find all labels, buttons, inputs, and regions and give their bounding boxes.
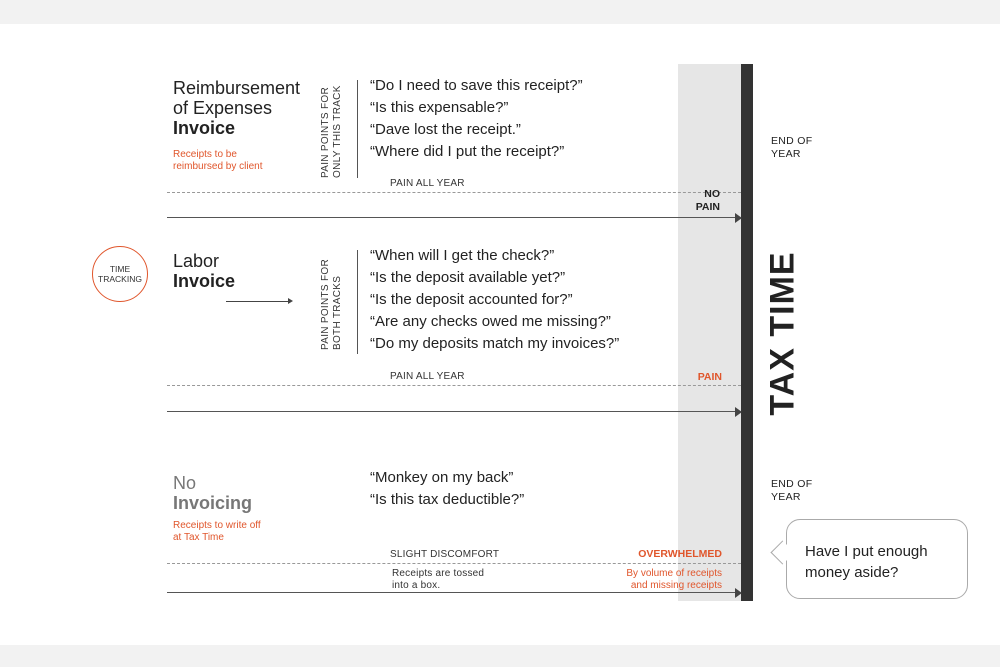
bubble-line1: Have I put enough	[805, 543, 928, 560]
quote: “Dave lost the receipt.”	[370, 121, 521, 138]
track2-dashed-line	[167, 385, 741, 386]
track2-pain-label-line1: PAIN POINTS FOR	[320, 259, 331, 350]
track3-note-line2: into a box.	[392, 580, 441, 591]
quote: “Do I need to save this receipt?”	[370, 77, 583, 94]
track3-note-line1: Receipts are tossed	[392, 568, 485, 579]
track2-arrow-icon	[735, 407, 742, 417]
track2-timeline	[167, 411, 735, 412]
end-of-year-line2: YEAR	[771, 491, 801, 503]
quote: “Monkey on my back”	[370, 469, 514, 486]
quote: “Is this expensable?”	[370, 99, 509, 116]
top-margin	[0, 0, 1000, 24]
time-tracking-line1: TIME	[109, 264, 131, 274]
track2-quotes	[370, 245, 619, 355]
track1-subtitle	[173, 149, 262, 173]
end-of-year-label-bottom	[771, 478, 812, 504]
track1-end-label-line2: PAIN	[695, 201, 720, 213]
track1-subtitle-line1: Receipts to be	[173, 149, 237, 160]
track3-note	[392, 568, 484, 592]
quote: “When will I get the check?”	[370, 247, 555, 264]
end-of-year-line1: END OF	[771, 478, 813, 490]
time-tracking-line2: TRACKING	[98, 274, 142, 284]
track2-small-arrow-line	[226, 301, 288, 302]
track1-dashed-line	[167, 192, 741, 193]
track3-title-bold: Invoicing	[173, 493, 253, 513]
track3-end-sub-line1: By volume of receipts	[626, 568, 722, 579]
track3-title	[173, 473, 252, 513]
track1-timeline	[167, 217, 735, 218]
track2-pain-points-label	[320, 259, 344, 350]
end-of-year-line1: END OF	[771, 135, 813, 147]
track2-end-label: PAIN	[697, 371, 722, 383]
time-tracking-circle	[92, 246, 148, 302]
track1-title-bold: Invoice	[173, 118, 236, 138]
tax-time-label: TAX TIME	[763, 250, 802, 416]
track2-title-bold: Invoice	[173, 271, 236, 291]
track2-line-label: PAIN ALL YEAR	[390, 371, 465, 382]
track2-title	[173, 251, 235, 291]
track1-end-label	[660, 188, 720, 214]
track1-pain-label-line1: PAIN POINTS FOR	[320, 87, 331, 178]
track1-pain-label-line2: ONLY THIS TRACK	[332, 85, 343, 178]
track3-subtitle	[173, 520, 261, 544]
track3-line-label: SLIGHT DISCOMFORT	[390, 549, 500, 560]
track1-line-label: PAIN ALL YEAR	[390, 178, 465, 189]
track1-title-line2: of Expenses	[173, 98, 273, 118]
track3-subtitle-line2: at Tax Time	[173, 532, 224, 543]
quote: “Is this tax deductible?”	[370, 491, 525, 508]
quote: “Are any checks owed me missing?”	[370, 313, 611, 330]
track3-quotes	[370, 467, 524, 511]
quote: “Do my deposits match my invoices?”	[370, 335, 620, 352]
bottom-margin	[0, 645, 1000, 667]
track3-title-line1: No	[173, 473, 197, 493]
quote: “Where did I put the receipt?”	[370, 143, 565, 160]
track1-end-label-line1: NO	[704, 188, 720, 200]
track1-pain-points-label	[320, 85, 344, 178]
track1-quotes	[370, 75, 583, 163]
track2-title-line1: Labor	[173, 251, 220, 271]
quote: “Is the deposit available yet?”	[370, 269, 566, 286]
track3-timeline	[167, 592, 735, 593]
track3-end-label: OVERWHELMED	[638, 548, 722, 560]
track2-pain-label-line2: BOTH TRACKS	[332, 275, 343, 350]
track1-subtitle-line2: reimbursed by client	[173, 161, 263, 172]
track3-arrow-icon	[735, 588, 742, 598]
quote: “Is the deposit accounted for?”	[370, 291, 573, 308]
track3-end-sub-line2: and missing receipts	[630, 580, 722, 591]
track3-dashed-line	[167, 563, 741, 564]
speech-bubble-text	[805, 541, 928, 583]
end-of-year-line2: YEAR	[771, 148, 801, 160]
end-of-year-label-top	[771, 135, 812, 161]
track1-arrow-icon	[735, 213, 742, 223]
track2-small-arrow-icon	[288, 298, 293, 304]
track2-bracket-line	[357, 250, 358, 354]
track1-title	[173, 78, 300, 138]
track1-title-line1: Reimbursement	[173, 78, 301, 98]
track3-end-sub	[590, 568, 722, 592]
track3-subtitle-line1: Receipts to write off	[173, 520, 261, 531]
track1-bracket-line	[357, 80, 358, 178]
bubble-line2: money aside?	[805, 564, 899, 581]
